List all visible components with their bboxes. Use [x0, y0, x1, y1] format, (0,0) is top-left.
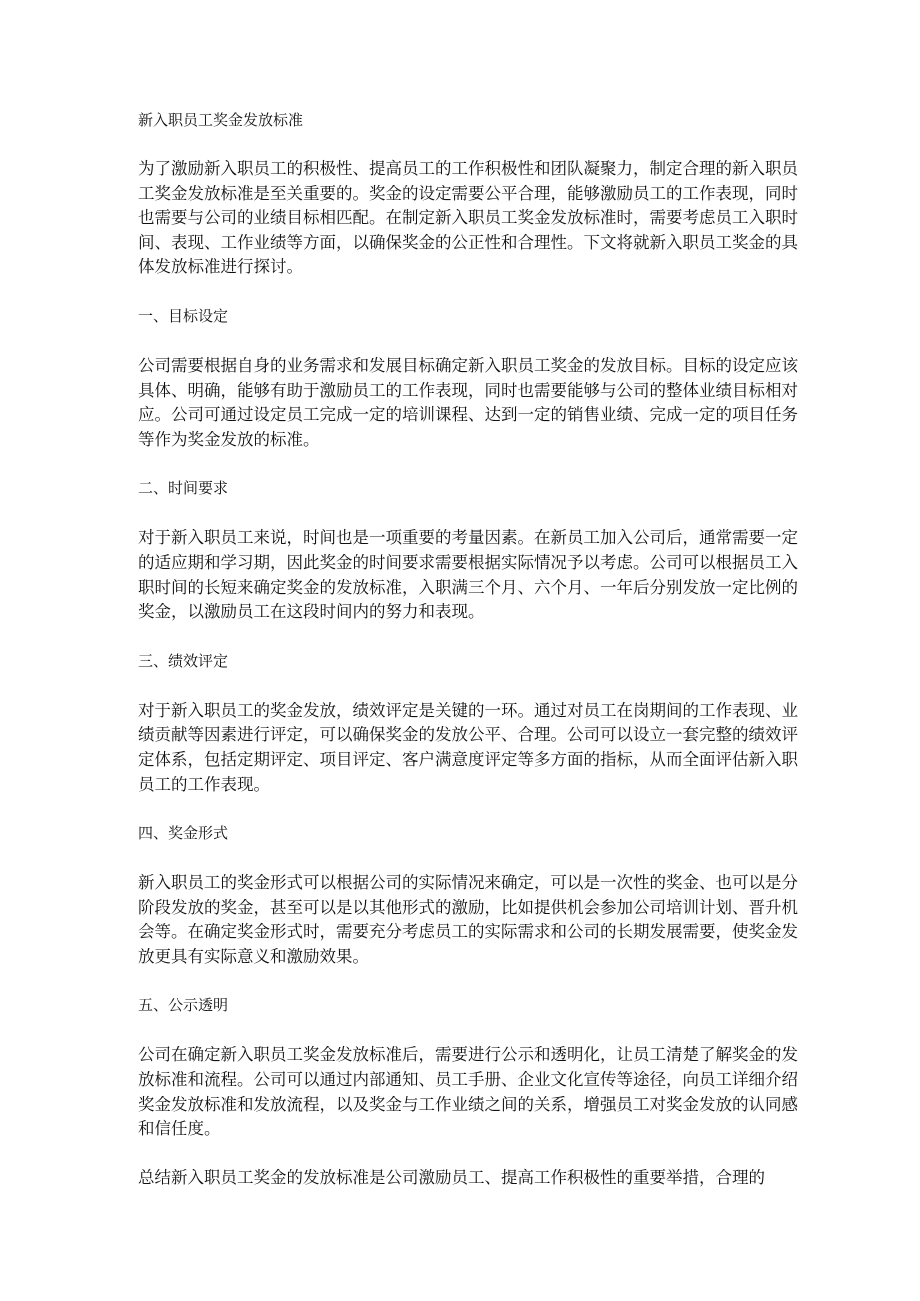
spacer: [138, 1142, 798, 1166]
section-heading-time-requirement: 二、时间要求: [138, 479, 229, 498]
spacer: [138, 500, 798, 526]
document-title: 新入职员工奖金发放标准: [138, 111, 304, 129]
section-body-performance-review: 对于新入职员工的奖金发放，绩效评定是关键的一环。通过对员工在岗期间的工作表现、业绩贡献等因素进行评定，可以确保奖金的发放公平、合理。公司可以设立一套完整的绩效评定体系，包括定期评定、项目评定、客户满意度评定等多方面的指标，从而全面评估新入职员工的工作表现。: [138, 700, 798, 794]
spacer: [138, 969, 798, 993]
spacer: [138, 673, 798, 699]
spacer: [138, 1017, 798, 1043]
section-heading-performance-review: 三、绩效评定: [138, 651, 229, 670]
spacer: [138, 280, 798, 304]
document-page: [138, 108, 798, 1190]
spacer: [138, 452, 798, 476]
conclusion-paragraph: 总结新入职员工奖金的发放标准是公司激励员工、提高工作积极性的重要举措，合理的: [138, 1167, 765, 1187]
spacer: [138, 845, 798, 871]
spacer: [138, 797, 798, 821]
intro-paragraph: 为了激励新入职员工的积极性、提高员工的工作积极性和团队凝聚力，制定合理的新入职员工奖金发放标准是至关重要的。奖金的设定需要公平合理，能够激励员工的工作表现，同时也需要与公司的业绩目标相匹配。在制定新入职员工奖金发放标准时，需要考虑员工入职时间、表现、工作业绩等方面，以确保奖金的公正性和合理性。下文将就新入职员工奖金的具体发放标准进行探讨。: [138, 159, 798, 277]
spacer: [138, 132, 798, 157]
section-heading-goal-setting: 一、目标设定: [138, 306, 229, 325]
section-body-time-requirement: 对于新入职员工来说，时间也是一项重要的考量因素。在新员工加入公司后，通常需要一定的适应期和学习期，因此奖金的时间要求需要根据实际情况予以考虑。公司可以根据员工入职时间的长短来确定奖金的发放标准，入职满三个月、六个月、一年后分别发放一定比例的奖金，以激励员工在这段时间内的努力和表现。: [138, 528, 798, 622]
section-body-transparency: 公司在确定新入职员工奖金发放标准后，需要进行公示和透明化，让员工清楚了解奖金的发放标准和流程。公司可以通过内部通知、员工手册、企业文化宣传等途径，向员工详细介绍奖金发放标准和发放流程，以及奖金与工作业绩之间的关系，增强员工对奖金发放的认同感和信任度。: [138, 1045, 798, 1139]
section-body-bonus-form: 新入职员工的奖金形式可以根据公司的实际情况来确定，可以是一次性的奖金、也可以是分阶段发放的奖金，甚至可以是以其他形式的激励，比如提供机会参加公司培训计划、晋升机会等。在确定奖金形式时，需要充分考虑员工的实际需求和公司的长期发展需要，使奖金发放更具有实际意义和激励效果。: [138, 873, 798, 966]
section-heading-bonus-form: 四、奖金形式: [138, 824, 229, 843]
spacer: [138, 625, 798, 649]
spacer: [138, 328, 798, 354]
section-body-goal-setting: 公司需要根据自身的业务需求和发展目标确定新入职员工奖金的发放目标。目标的设定应该具体、明确，能够有助于激励员工的工作表现，同时也需要能够与公司的整体业绩目标相对应。公司可通过设定员工完成一定的培训课程、达到一定的销售业绩、完成一定的项目任务等作为奖金发放的标准。: [138, 355, 798, 449]
section-heading-transparency: 五、公示透明: [138, 996, 229, 1015]
